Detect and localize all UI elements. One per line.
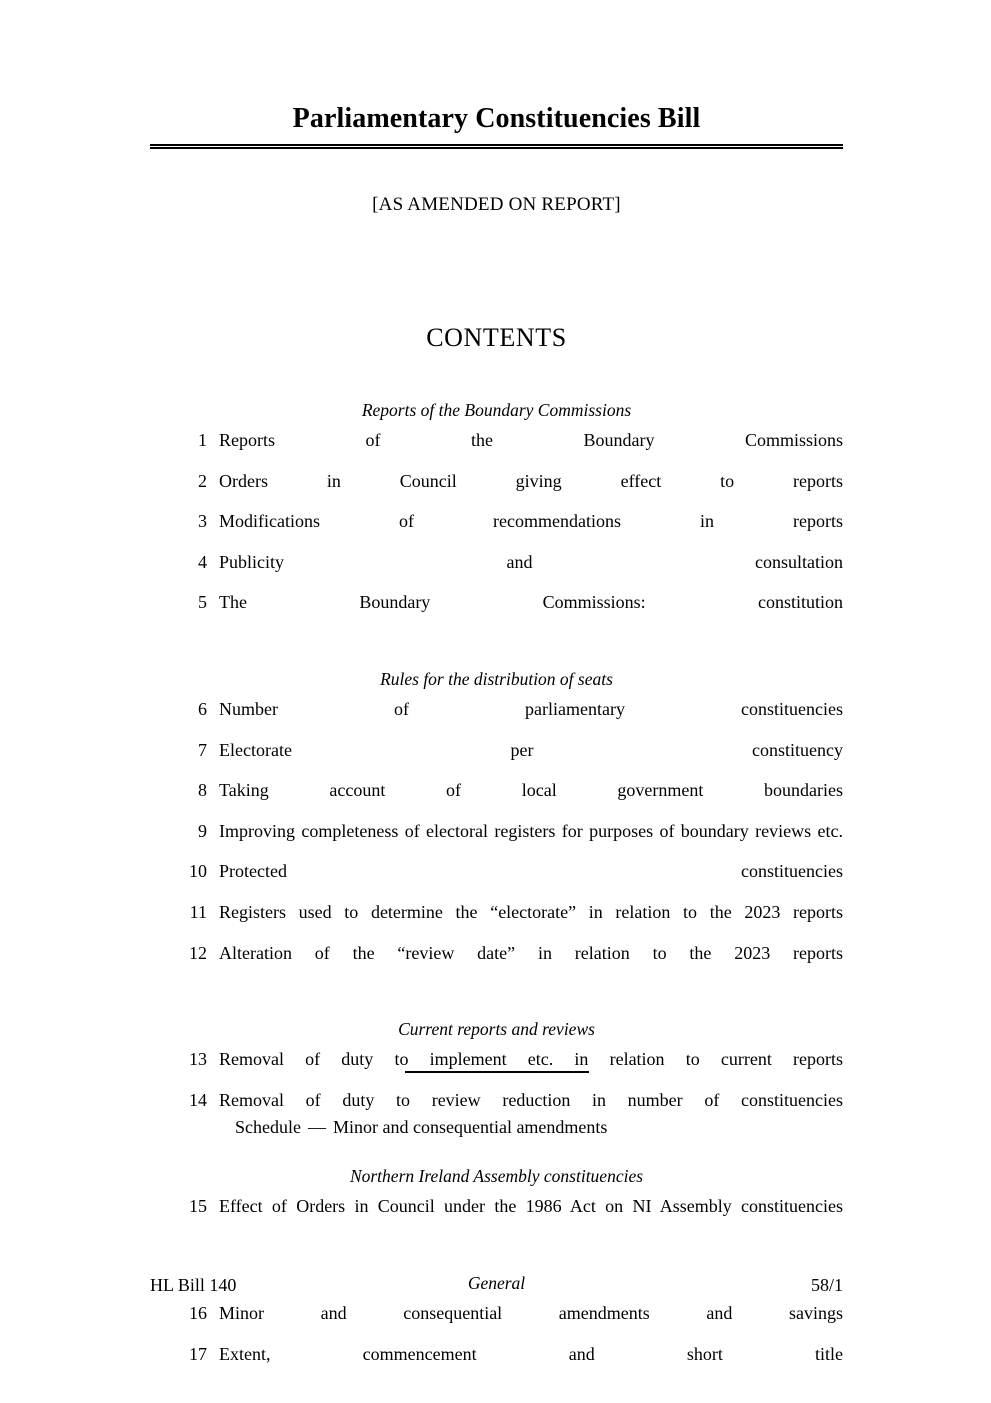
contents-item[interactable]: [150, 430, 843, 471]
contents-item-number: 6: [198, 698, 207, 719]
section-item-list: [150, 1303, 843, 1384]
contents-item-title: Taking account of local government boundaries: [219, 780, 843, 801]
contents-item[interactable]: [150, 740, 843, 781]
contents-item-number: 16: [189, 1302, 207, 1323]
contents-item[interactable]: [150, 902, 843, 943]
contents-item-number: 5: [198, 592, 207, 613]
contents-item[interactable]: [150, 1303, 843, 1344]
section-item-list: [150, 699, 843, 983]
schedule-label: Schedule: [235, 1117, 301, 1137]
contents-section: [150, 1166, 843, 1237]
contents-item[interactable]: [150, 552, 843, 593]
contents-item-number: 8: [198, 780, 207, 801]
contents-item-number: 17: [189, 1343, 207, 1364]
separator-rule-line: [405, 1071, 589, 1073]
contents-item[interactable]: [150, 780, 843, 821]
contents-item[interactable]: [150, 592, 843, 633]
amendment-notice: [AS AMENDED ON REPORT]: [372, 194, 621, 215]
contents-item-number: 1: [198, 430, 207, 450]
contents-item-title: Removal of duty to review reduction in number of constituencies: [219, 1089, 843, 1110]
page-title: Parliamentary Constituencies Bill: [292, 103, 701, 134]
contents-item-title: Orders in Council giving effect to reports: [219, 470, 843, 491]
contents-section: [150, 400, 843, 633]
contents-item-title: Registers used to determine the “electorate” in relation to the 2023 reports: [219, 901, 843, 922]
schedule-separator: [150, 1063, 843, 1081]
contents-item-title: Minor and consequential amendments and savings: [219, 1302, 843, 1323]
contents-item-number: 2: [198, 470, 207, 491]
contents-item-number: 3: [198, 511, 207, 532]
contents-item-title: Electorate per constituency: [219, 739, 843, 760]
section-heading: Reports of the Boundary Commissions: [361, 400, 632, 420]
contents-sections: [150, 400, 843, 1384]
contents-item-number: 7: [198, 739, 207, 760]
section-heading: Northern Ireland Assembly constituencies: [349, 1166, 644, 1187]
title-block: [150, 103, 843, 149]
contents-item-number: 13: [189, 1049, 207, 1070]
section-item-list: [150, 1196, 843, 1237]
contents-item-title: Alteration of the “review date” in relation to the 2023 reports: [219, 942, 843, 963]
contents-item[interactable]: [150, 943, 843, 984]
contents-item[interactable]: [150, 471, 843, 512]
contents-item-title: Effect of Orders in Council under the 1986 Act on NI Assembly constituencies: [219, 1196, 843, 1217]
contents-item[interactable]: [150, 821, 843, 862]
contents-item-title: Improving completeness of electoral registers for purposes of boundary reviews etc.: [219, 820, 843, 841]
title-double-rule: [150, 144, 843, 149]
contents-heading: CONTENTS: [426, 323, 567, 352]
section-heading: Current reports and reviews: [398, 1019, 595, 1040]
contents-item-title: The Boundary Commissions: constitution: [219, 592, 843, 613]
section-spacer: [150, 690, 843, 699]
contents-item[interactable]: [150, 511, 843, 552]
contents-item-number: 15: [189, 1196, 207, 1217]
contents-item-title: Publicity and consultation: [219, 551, 843, 572]
section-spacer: [150, 1187, 843, 1196]
contents-item[interactable]: [150, 1344, 843, 1385]
bill-reference: HL Bill 140: [150, 1275, 237, 1295]
schedule-title: Minor and consequential amendments: [332, 1117, 608, 1137]
section-heading: Rules for the distribution of seats: [380, 668, 613, 689]
contents-item-title: Removal of duty to implement etc. in relation to current reports: [219, 1049, 843, 1070]
schedule-entry: [150, 1117, 843, 1138]
section-spacer: [150, 421, 843, 430]
contents-item-title: Number of parliamentary constituencies: [219, 698, 843, 719]
contents-item-number: 11: [189, 901, 207, 922]
page-footer: [150, 1272, 843, 1296]
contents-item-title: Modifications of recommendations in reports: [219, 511, 843, 532]
contents-section: [150, 669, 843, 983]
page-reference: 58/1: [810, 1275, 843, 1295]
contents-item[interactable]: [150, 699, 843, 740]
section-spacer: [150, 1040, 843, 1049]
section-item-list: [150, 430, 843, 633]
contents-item-number: 4: [198, 551, 207, 572]
contents-item-number: 12: [189, 942, 207, 963]
contents-item-title: Protected constituencies: [219, 861, 843, 882]
contents-item-number: 14: [189, 1089, 207, 1110]
contents-item-number: 10: [189, 861, 207, 882]
contents-item[interactable]: [150, 861, 843, 902]
contents-item-title: Reports of the Boundary Commissions: [219, 430, 843, 450]
schedule-dash: —: [307, 1117, 326, 1137]
section-heading: General: [467, 1272, 526, 1293]
contents-item-title: Extent, commencement and short title: [219, 1343, 843, 1364]
contents-item-number: 9: [198, 820, 207, 841]
contents-item[interactable]: [150, 1196, 843, 1237]
